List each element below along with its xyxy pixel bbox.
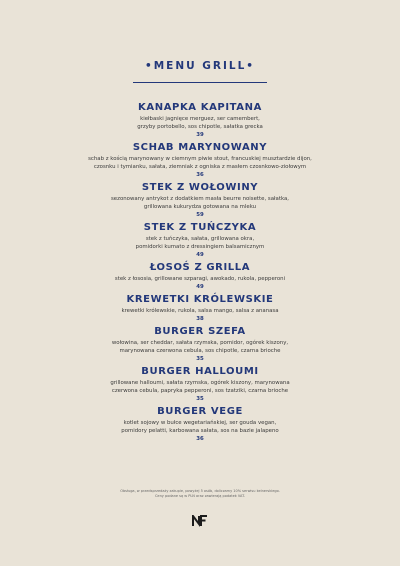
description-line: grillowane halloumi, sałata rzymska, ogórek kiszony, marynowana — [110, 380, 290, 386]
description-line: stek z łososia, grillowane szparagi, awokado, rukola, pepperoni — [114, 276, 286, 282]
description-line: krewetki królewskie, rukola, salsa mango, salsa z ananasa — [121, 308, 279, 314]
menu-item-description — [40, 379, 360, 395]
menu-item-description — [40, 195, 360, 211]
menu-item — [0, 365, 400, 403]
menu-item-name: BURGER VEGE — [157, 406, 243, 417]
description-line: stek z tuńczyka, sałata, grillowana okra, — [145, 236, 255, 242]
menu-item-price: 49 — [196, 252, 204, 258]
menu-item-price: 38 — [196, 316, 204, 322]
description-line: marynowana czerwona cebula, sos chipotle, czarna brioche — [119, 348, 281, 354]
menu-item-name: ŁOSOŚ Z GRILLA — [149, 262, 251, 273]
menu-item-description — [40, 275, 360, 283]
title-divider — [133, 82, 267, 83]
description-line: grzyby portobello, sos chipotle, sałatka grecka — [137, 124, 263, 130]
description-line: czosnku i tymianku, sałata, ziemniak z ogniska z masłem czosnkowo-ziołowym — [93, 164, 307, 170]
menu-item-price: 36 — [196, 172, 204, 178]
menu-item — [0, 181, 400, 219]
menu-item-description — [40, 339, 360, 355]
menu-item-name: BURGER SZEFA — [154, 326, 246, 337]
description-line: sezonowany antrykot z dodatkiem masła beurre noisette, sałatka, — [110, 196, 290, 202]
menu-item-name: KANAPKA KAPITANA — [138, 102, 262, 113]
menu-title: •MENU GRILL• — [144, 60, 255, 72]
menu-item-price: 39 — [196, 132, 204, 138]
menu-item-name: STEK Z WOŁOWINY — [141, 182, 259, 193]
footnote-line: Ceny podane są w PLN oraz zawierają podatek VAT. — [154, 494, 246, 498]
menu-item — [0, 221, 400, 259]
description-line: grillowana kukurydza gotowana na mleku — [143, 204, 257, 210]
menu-item-description — [40, 419, 360, 435]
description-line: pomidorki kumato z dressingiem balsamicznym — [135, 244, 265, 250]
menu-item-price: 36 — [196, 436, 204, 442]
menu-item-name: STEK Z TUŃCZYKA — [143, 222, 257, 233]
menu-item — [0, 261, 400, 291]
description-line: czerwona cebula, papryka pepperoni, sos tzatziki, czarna brioche — [111, 388, 289, 394]
menu-item-description — [40, 155, 360, 171]
footnote — [0, 489, 400, 499]
menu-item-price: 59 — [196, 212, 204, 218]
description-line: kiełbaski jagnięce merguez, ser camembert, — [140, 116, 260, 122]
footnote-line: Obsługa, w przedsprzedaży zakupie, powyżej 5 osób, doliczamy 10% serwisu kelnerskiego. — [120, 489, 280, 493]
menu-item-name: KREWETKI KRÓLEWSKIE — [126, 294, 274, 305]
restaurant-logo-icon — [192, 512, 208, 524]
menu-item-description — [40, 307, 360, 315]
menu-item-description — [40, 115, 360, 131]
menu-item-price: 49 — [196, 284, 204, 290]
menu-item-description — [40, 235, 360, 251]
description-line: pomidory pelatti, karbowana sałata, sos na bazie jalapeno — [121, 428, 279, 434]
menu-item-price: 35 — [196, 356, 204, 362]
menu-item — [0, 325, 400, 363]
menu-item — [0, 293, 400, 323]
description-line: wołowina, ser cheddar, sałata rzymska, pomidor, ogórek kiszony, — [111, 340, 289, 346]
menu-item-name: SCHAB MARYNOWANY — [132, 142, 268, 153]
menu-items — [0, 101, 400, 445]
menu-item-price: 35 — [196, 396, 204, 402]
menu-item-name: BURGER HALLOUMI — [141, 366, 259, 377]
menu-item — [0, 405, 400, 443]
description-line: schab z kością marynowany w ciemnym piwie stout, francuskiej musztardzie dijon, — [88, 156, 312, 162]
description-line: kotlet sojowy w bułce wegetariańskiej, ser gouda vegan, — [123, 420, 277, 426]
menu-item — [0, 141, 400, 179]
menu-item — [0, 101, 400, 139]
